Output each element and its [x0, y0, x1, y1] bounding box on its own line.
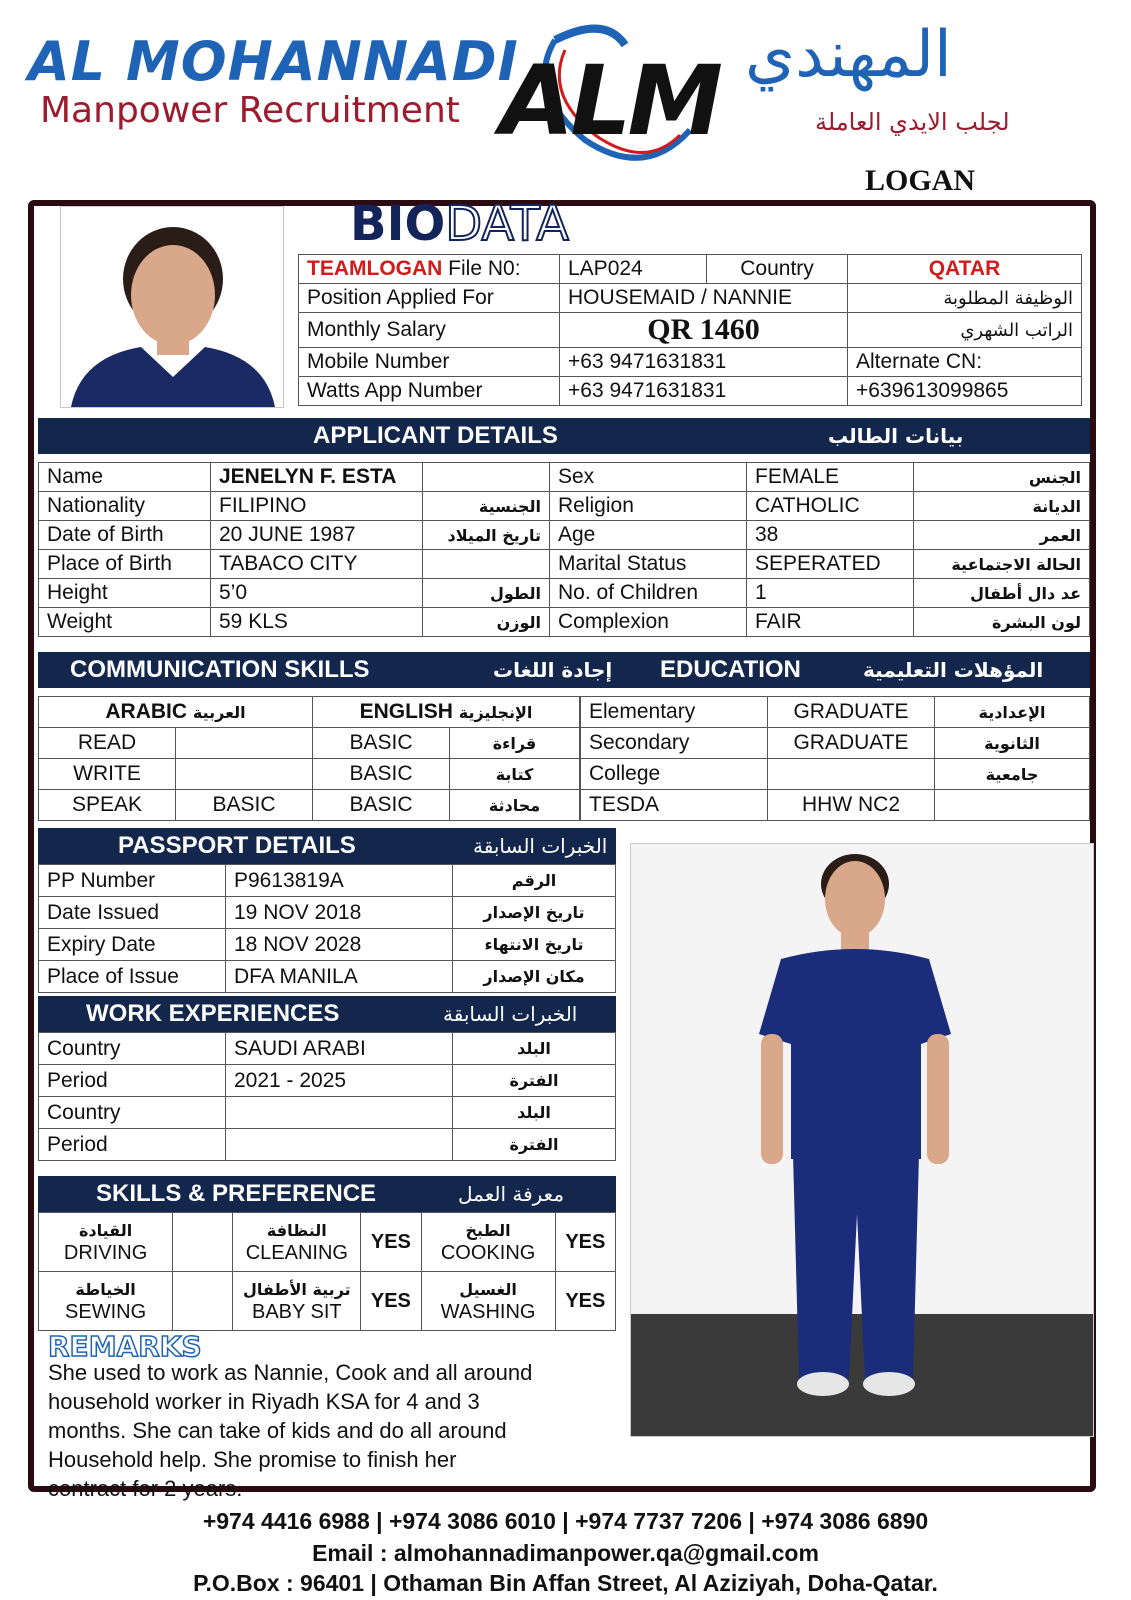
applicant-row: [39, 521, 1090, 550]
applicant-label: Nationality: [39, 492, 211, 521]
work-row: [39, 1033, 616, 1065]
communication-row: [39, 790, 580, 821]
work-value: 2021 - 2025: [226, 1065, 453, 1097]
applicant-label2: No. of Children: [550, 579, 747, 608]
passport-label-ar: تاريخ الإصدار: [453, 897, 616, 929]
page-title-part2: DATA: [445, 196, 569, 252]
comm-arabic-level: [176, 728, 313, 759]
applicant-value2: 1: [747, 579, 914, 608]
comm-skill: SPEAK: [39, 790, 176, 821]
salary-value: QR 1460: [560, 313, 848, 348]
passport-label-ar: تاريخ الانتهاء: [453, 929, 616, 961]
skills-row: [39, 1213, 616, 1272]
passport-label: Date Issued: [39, 897, 226, 929]
mobile-label: Mobile Number: [299, 348, 560, 377]
applicant-label2-ar: عد دال أطفال: [914, 579, 1090, 608]
passport-value: DFA MANILA: [226, 961, 453, 993]
applicant-value: 5’0: [211, 579, 423, 608]
footer-phones: +974 4416 6988 | +974 3086 6010 | +974 7737 7206 | +974 3086 6890: [202, 1508, 929, 1534]
logo-english-subtitle: Manpower Recruitment: [40, 90, 460, 131]
person-portrait-icon: [61, 207, 283, 407]
position-label: Position Applied For: [299, 284, 560, 313]
agency-tag: LOGAN: [865, 164, 976, 197]
edu-level: Secondary: [581, 728, 768, 759]
work-label-ar: البلد: [453, 1033, 616, 1065]
passport-row: [39, 865, 616, 897]
skill-label-ar: الخياطة: [75, 1280, 136, 1299]
applicant-label2-ar: الجنس: [914, 463, 1090, 492]
file-no-label: TEAMLOGAN File N0:: [299, 255, 560, 284]
work-bar-title: WORK EXPERIENCES: [86, 1000, 340, 1027]
applicant-label-ar: [423, 463, 550, 492]
applicant-value2: CATHOLIC: [747, 492, 914, 521]
applicant-value2: SEPERATED: [747, 550, 914, 579]
skill-value: YES: [361, 1272, 421, 1331]
work-table: [38, 1032, 616, 1161]
full-body-photo: [630, 843, 1094, 1437]
salary-label: Monthly Salary: [299, 313, 560, 348]
skill-label-ar: الغسيل: [459, 1280, 517, 1299]
applicant-label: Height: [39, 579, 211, 608]
edu-level-ar: الثانوية: [935, 728, 1090, 759]
passport-row: [39, 929, 616, 961]
page-title: [350, 196, 569, 252]
arabic-header: ARABIC العربية: [39, 697, 313, 728]
skill-label-ar: تربية الأطفال: [243, 1280, 351, 1299]
country-value: QATAR: [848, 255, 1082, 284]
footer-address: P.O.Box : 96401 | Othaman Bin Affan Street, Al Aziziyah, Doha-Qatar.: [193, 1570, 938, 1596]
applicant-label-ar: [423, 550, 550, 579]
applicant-value: JENELYN F. ESTA: [211, 463, 423, 492]
applicant-label: Place of Birth: [39, 550, 211, 579]
file-no-value: LAP024: [560, 255, 707, 284]
comm-english-level: BASIC: [313, 728, 450, 759]
education-row: [581, 728, 1090, 759]
edu-level: Elementary: [581, 697, 768, 728]
skill-value: YES: [361, 1213, 421, 1272]
skill-label: WASHING: [440, 1301, 536, 1323]
communication-bar-title-ar: إجادة اللغات: [493, 658, 613, 682]
english-header: ENGLISH الإنجليزية: [313, 697, 580, 728]
work-bar-title-ar: الخبرات السابقة: [443, 1002, 578, 1026]
comm-arabic-level: BASIC: [176, 790, 313, 821]
applicant-label: Date of Birth: [39, 521, 211, 550]
applicant-label2: Complexion: [550, 608, 747, 637]
communication-row: [39, 728, 580, 759]
comm-skill: READ: [39, 728, 176, 759]
skills-bar-title-ar: معرفة العمل: [458, 1182, 565, 1206]
work-label: Period: [39, 1129, 226, 1161]
communication-row: [39, 759, 580, 790]
applicant-row: [39, 579, 1090, 608]
applicant-value2: FAIR: [747, 608, 914, 637]
work-row: [39, 1065, 616, 1097]
applicant-value: FILIPINO: [211, 492, 423, 521]
work-label-ar: البلد: [453, 1097, 616, 1129]
skill-cell: [421, 1272, 555, 1331]
comm-skill-ar: قراءة: [450, 728, 580, 759]
position-value: HOUSEMAID / NANNIE: [560, 284, 848, 313]
footer-email: Email : almohannadimanpower.qa@gmail.com: [312, 1540, 819, 1566]
work-label: Country: [39, 1097, 226, 1129]
skill-value: YES: [555, 1272, 615, 1331]
applicant-row: [39, 550, 1090, 579]
whatsapp-label: Watts App Number: [299, 377, 560, 406]
applicant-row: [39, 492, 1090, 521]
communication-table: [38, 696, 580, 821]
mobile-value: +63 9471631831: [560, 348, 848, 377]
applicant-label2: Marital Status: [550, 550, 747, 579]
logo-english-name: AL MOHANNADI: [28, 30, 519, 93]
applicant-label-ar: الوزن: [423, 608, 550, 637]
skills-bar: [38, 1176, 616, 1212]
country-label: Country: [707, 255, 848, 284]
skill-label: DRIVING: [63, 1242, 148, 1264]
skill-cell: [233, 1213, 361, 1272]
passport-label-ar: الرقم: [453, 865, 616, 897]
work-label-ar: الفترة: [453, 1129, 616, 1161]
communication-bar-title: COMMUNICATION SKILLS: [70, 656, 370, 683]
skill-label-ar: القيادة: [78, 1221, 133, 1240]
applicant-value: 20 JUNE 1987: [211, 521, 423, 550]
comm-arabic-level: [176, 759, 313, 790]
applicant-bar-title-ar: بيانات الطالب: [828, 424, 964, 448]
position-label-ar: الوظيفة المطلوبة: [848, 284, 1082, 313]
passport-row: [39, 897, 616, 929]
edu-level-ar: [935, 790, 1090, 821]
comm-skill-ar: محادثة: [450, 790, 580, 821]
applicant-label2-ar: لون البشرة: [914, 608, 1090, 637]
applicant-bar-title: APPLICANT DETAILS: [313, 422, 558, 449]
education-bar-title: EDUCATION: [660, 656, 801, 683]
passport-value: 18 NOV 2028: [226, 929, 453, 961]
passport-bar-title: PASSPORT DETAILS: [118, 832, 356, 859]
applicant-label: Weight: [39, 608, 211, 637]
skills-row: [39, 1272, 616, 1331]
work-row: [39, 1129, 616, 1161]
skill-value: YES: [555, 1213, 615, 1272]
edu-level: College: [581, 759, 768, 790]
education-row: [581, 697, 1090, 728]
alternate-label: Alternate CN:: [848, 348, 1082, 377]
applicant-label-ar: الطول: [423, 579, 550, 608]
applicant-label2-ar: العمر: [914, 521, 1090, 550]
comm-skill-ar: كتابة: [450, 759, 580, 790]
page-title-part1: BIO: [350, 196, 446, 252]
salary-label-ar: الراتب الشهري: [848, 313, 1082, 348]
edu-status: [768, 759, 935, 790]
skill-label: CLEANING: [245, 1242, 348, 1264]
skill-value: [173, 1213, 233, 1272]
person-full-body-icon: [631, 844, 1093, 1436]
comm-english-level: BASIC: [313, 759, 450, 790]
whatsapp-value: +63 9471631831: [560, 377, 848, 406]
education-table: [580, 696, 1090, 821]
edu-status: GRADUATE: [768, 728, 935, 759]
comm-english-level: BASIC: [313, 790, 450, 821]
passport-value: P9613819A: [226, 865, 453, 897]
education-row: [581, 790, 1090, 821]
applicant-label-ar: تاريخ الميلاد: [423, 521, 550, 550]
comm-skill: WRITE: [39, 759, 176, 790]
applicant-value: TABACO CITY: [211, 550, 423, 579]
skill-cell: [39, 1213, 173, 1272]
work-bar: [38, 996, 616, 1032]
skills-bar-title: SKILLS & PREFERENCE: [96, 1180, 377, 1207]
work-value: SAUDI ARABI: [226, 1033, 453, 1065]
applicant-row: [39, 608, 1090, 637]
passport-bar: [38, 828, 616, 864]
skill-label-ar: النظافة: [266, 1221, 327, 1240]
applicant-table: [38, 462, 1090, 637]
work-value: [226, 1129, 453, 1161]
passport-label: Expiry Date: [39, 929, 226, 961]
applicant-value2: FEMALE: [747, 463, 914, 492]
passport-label: PP Number: [39, 865, 226, 897]
passport-label-ar: مكان الإصدار: [453, 961, 616, 993]
applicant-label2: Sex: [550, 463, 747, 492]
edu-status: HHW NC2: [768, 790, 935, 821]
passport-bar-title-ar: الخبرات السابقة: [473, 834, 608, 858]
skill-label: BABY SIT: [251, 1301, 342, 1323]
applicant-label2-ar: الحالة الاجتماعية: [914, 550, 1090, 579]
passport-label: Place of Issue: [39, 961, 226, 993]
skill-cell: [421, 1213, 555, 1272]
applicant-value2: 38: [747, 521, 914, 550]
work-label-ar: الفترة: [453, 1065, 616, 1097]
education-row: [581, 759, 1090, 790]
work-label: Country: [39, 1033, 226, 1065]
applicant-label2: Age: [550, 521, 747, 550]
passport-row: [39, 961, 616, 993]
logo-arabic-name: المهندي: [745, 18, 952, 92]
skill-label-ar: الطبخ: [465, 1221, 511, 1240]
remarks-title: REMARKS: [48, 1330, 202, 1363]
work-value: [226, 1097, 453, 1129]
applicant-value: 59 KLS: [211, 608, 423, 637]
applicant-bar: [38, 418, 1090, 454]
edu-level-ar: جامعية: [935, 759, 1090, 790]
applicant-label2-ar: الديانة: [914, 492, 1090, 521]
communication-education-bar: [38, 652, 1090, 688]
education-bar-title-ar: المؤهلات التعليمية: [863, 658, 1044, 682]
applicant-label-ar: الجنسية: [423, 492, 550, 521]
skill-label: SEWING: [65, 1301, 147, 1323]
remarks-text: She used to work as Nannie, Cook and all around household worker in Riyadh KSA for 4 and 3 months. She can take of kids and do all around Household help. She promise to finish her contract for 2 years.: [48, 1360, 533, 1501]
top-info-table: [298, 254, 1082, 406]
applicant-label: Name: [39, 463, 211, 492]
skill-cell: [233, 1272, 361, 1331]
passport-table: [38, 864, 616, 993]
passport-value: 19 NOV 2018: [226, 897, 453, 929]
skills-table: [38, 1212, 616, 1331]
portrait-photo: [60, 206, 284, 408]
skill-value: [173, 1272, 233, 1331]
work-label: Period: [39, 1065, 226, 1097]
edu-level: TESDA: [581, 790, 768, 821]
logo-mark: ALM: [500, 45, 719, 157]
applicant-label2: Religion: [550, 492, 747, 521]
alternate-value: +639613099865: [848, 377, 1082, 406]
work-row: [39, 1097, 616, 1129]
skill-cell: [39, 1272, 173, 1331]
logo-arabic-subtitle: لجلب الايدي العاملة: [815, 108, 1010, 136]
edu-status: GRADUATE: [768, 697, 935, 728]
applicant-row: [39, 463, 1090, 492]
edu-level-ar: الإعدادية: [935, 697, 1090, 728]
skill-label: COOKING: [440, 1242, 536, 1264]
